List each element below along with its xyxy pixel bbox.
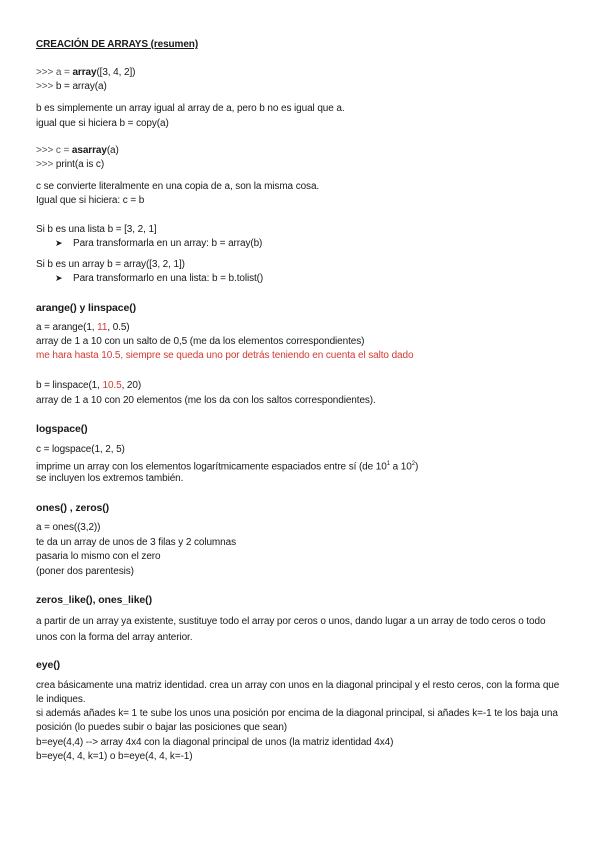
text-part: imprime un array con los elementos logarítmicamente espaciados entre sí (de 10	[36, 461, 387, 473]
code-prompt: >>>	[36, 159, 56, 170]
bullet-text: Para transformarlo en una lista: b = b.tolist()	[73, 273, 264, 284]
code-line	[36, 321, 130, 334]
text-line: te da un array de unos de 3 filas y 2 columnas	[36, 537, 236, 548]
superscript: 2	[411, 461, 415, 467]
text-line: Igual que si hiciera: c = b	[36, 195, 145, 206]
code-text: print(a is c)	[55, 159, 105, 170]
code-text: b = linspace(1,	[36, 380, 103, 391]
text-line: c se convierte literalmente en una copia de a, son la misma cosa.	[36, 181, 320, 192]
code-args: (a)	[106, 145, 119, 156]
text-line: array de 1 a 10 con un salto de 0,5 (me da los elementos correspondientes)	[36, 336, 365, 347]
arrow-bullet-icon: ➤	[55, 238, 63, 248]
code-prompt: >>> a =	[36, 67, 73, 78]
code-line	[36, 80, 107, 93]
text-line: pasaria lo mismo con el zero	[36, 551, 161, 562]
code-line: c = logspace(1, 2, 5)	[36, 444, 125, 455]
text-line: b es simplemente un array igual al array de a, pero b no es igual que a.	[36, 103, 345, 114]
section-heading: logspace()	[36, 423, 88, 435]
paragraph: crea básicamente una matriz identidad. crea un array con unos en la diagonal principal y el resto ceros, con la forma que le indiques.	[36, 680, 560, 705]
paragraph: si además añades k= 1 te sube los unos una posición por encima de la diagonal principal, si añades k=-1 te los baja una posición (lo puedes subir o bajar las posiciones que sean)	[36, 708, 558, 733]
code-line	[36, 379, 141, 392]
paragraph: a partir de un array ya existente, sustituye todo el array por ceros o unos, dando lugar a un array de todo ceros o todo unos con la forma del array anterior.	[36, 616, 546, 643]
bullet-text: Para transformarla en un array: b = array(b)	[73, 238, 263, 249]
code-prompt: >>> c =	[36, 145, 72, 156]
bullet-item	[55, 237, 262, 250]
text-line: igual que si hiciera b = copy(a)	[36, 118, 169, 129]
code-args: ([3, 4, 2])	[96, 67, 136, 78]
arrow-bullet-icon: ➤	[55, 273, 63, 283]
code-line	[36, 144, 119, 157]
code-text: , 20)	[121, 380, 142, 391]
code-text: b = array(a)	[55, 81, 107, 92]
text-part: a 10	[389, 461, 412, 473]
highlight-value: 10.5	[102, 380, 122, 391]
code-function: asarray	[71, 145, 107, 156]
code-text: a = arange(1,	[36, 322, 98, 333]
text-line: array de 1 a 10 con 20 elementos (me los da con los saltos correspondientes).	[36, 395, 376, 406]
section-heading: arange() y linspace()	[36, 302, 137, 314]
note-line: me hara hasta 10.5, siempre se queda uno por detrás teniendo en cuenta el salto dado	[36, 350, 414, 361]
text-line: Si b es un array b = array([3, 2, 1])	[36, 259, 185, 270]
highlight-value: 11	[97, 322, 108, 333]
bullet-item	[55, 272, 263, 285]
section-heading: ones() , zeros()	[36, 502, 110, 514]
superscript: 1	[386, 461, 390, 467]
section-heading: zeros_like(), ones_like()	[36, 594, 152, 606]
code-line	[36, 158, 104, 171]
text-line: (poner dos parentesis)	[36, 566, 134, 577]
code-line: b=eye(4,4) --> array 4x4 con la diagonal principal de unos (la matriz identidad 4x4)	[36, 737, 394, 748]
code-text: , 0.5)	[107, 322, 130, 333]
document-title: CREACIÓN DE ARRAYS (resumen)	[36, 39, 199, 50]
code-function: array	[72, 67, 97, 78]
section-heading: eye()	[36, 659, 61, 671]
text-line: se incluyen los extremos también.	[36, 473, 184, 484]
code-line	[36, 66, 135, 79]
code-line: a = ones((3,2))	[36, 522, 101, 533]
text-part: )	[414, 461, 419, 473]
text-line: Si b es una lista b = [3, 2, 1]	[36, 224, 157, 235]
code-prompt: >>>	[36, 81, 56, 92]
code-line: b=eye(4, 4, k=1) o b=eye(4, 4, k=-1)	[36, 751, 193, 762]
